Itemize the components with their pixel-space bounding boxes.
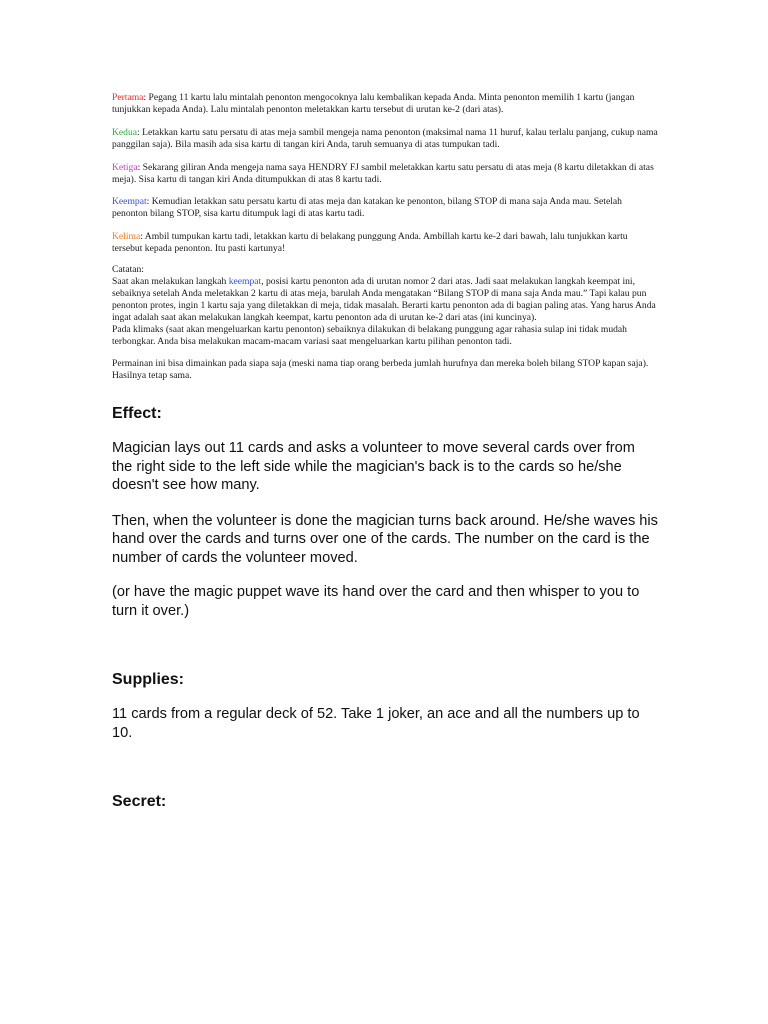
step-pertama [112, 92, 658, 116]
catatan-note [112, 264, 658, 347]
catatan-keyword: keempat [228, 275, 262, 287]
step-keempat [112, 196, 658, 220]
step-label: Kelima [112, 231, 141, 243]
secret-heading: Secret: [112, 793, 167, 811]
step-label: Pertama [112, 92, 144, 103]
effect-heading: Effect: [112, 405, 162, 423]
step-label: Kedua [112, 126, 138, 138]
step-text: : Sekarang giliran Anda mengeja nama saya HENDRY FJ sambil meletakkan kartu satu persatu di atas meja (8 kartu diletakkan di atas meja). Sisa kartu di tangan kiri Anda ditumpukkan di atas 8 kartu tadi. [112, 161, 654, 185]
supplies-heading: Supplies: [112, 671, 185, 689]
effect-paragraph-1: Magician lays out 11 cards and asks a volunteer to move several cards over from the right side to the left side while the magician's back is to the cards so he/she doesn't see how many. [112, 440, 635, 494]
step-ketiga [112, 162, 658, 186]
step-text: : Ambil tumpukan kartu tadi, letakkan kartu di belakang punggung Anda. Ambillah kartu ke-2 dari bawah, lalu tunjukkan kartu tersebut kepada penonton. Itu pasti kartunya! [112, 231, 628, 255]
effect-paragraph-2: Then, when the volunteer is done the magician turns back around. He/she waves his hand over the cards and turns over one of the cards. The number on the card is the number of cards the volunteer moved. [112, 512, 658, 566]
step-kedua [112, 127, 658, 151]
step-label: Ketiga [112, 161, 138, 173]
step-label: Keempat [112, 196, 147, 208]
step-text: : Letakkan kartu satu persatu di atas meja sambil mengeja nama penonton (maksimal nama 11 huruf, kalau terlalu panjang, cukup nama panggilan saja). Bila masih ada sisa kartu di tangan kiri Anda, taruh semuanya di atas tumpukan tadi. [112, 126, 658, 150]
catatan-title: Catatan: [112, 264, 144, 276]
step-text: : Kemudian letakkan satu persatu kartu di atas meja dan katakan ke penonton, bilang STOP di mana saja Anda mau. Setelah penonton bilang STOP, sisa kartu ditumpuk lagi di atas kartu tadi. [112, 196, 622, 220]
step-kelima [112, 231, 658, 255]
supplies-paragraph-1: 11 cards from a regular deck of 52. Take 1 joker, an ace and all the numbers up to 10. [112, 706, 640, 741]
catatan-intro: Saat akan melakukan langkah [112, 275, 229, 287]
step-text: : Pegang 11 kartu lalu mintalah penonton mengocoknya lalu kembalikan kepada Anda. Minta penonton memilih 1 kartu (jangan tunjukkan kepada Anda). Lalu mintalah penonton meletakkan kartu tersebut di urutan ke-2 (dari atas). [112, 92, 635, 115]
closing-paragraph: Permainan ini bisa dimainkan pada siapa saja (meski nama tiap orang berbeda jumlah hurufnya dan mereka boleh bilang STOP kapan saja). Hasilnya tetap sama. [112, 358, 649, 382]
catatan-rest: , posisi kartu penonton ada di urutan nomor 2 dari atas. Jadi saat melakukan langkah keempat ini, sebaiknya setelah Anda meletakkan 2 kartu di atas meja, barulah Anda mengatakan “Bilang STOP di mana saja Anda mau.” Tapi kalau pun penonton protes, ingin 1 kartu saja yang diletakkan di meja, tidak masalah. Berarti kartu penonton ada di bagian paling atas. Yang harus Anda ingat adalah saat akan melakukan langkah keempat, kartu penonton ada di urutan ke-2 dari atas (ini kuncinya). [112, 275, 656, 323]
document-page [112, 92, 658, 811]
catatan-climax: Pada klimaks (saat akan mengeluarkan kartu penonton) sebaiknya dilakukan di belakang punggung agar rahasia sulap ini tidak mudah terbongkar. Anda bisa melakukan macam-macam variasi saat mengeluarkan kartu pilihan penonton tadi. [112, 323, 627, 347]
indonesian-instructions [112, 92, 658, 382]
effect-paragraph-3: (or have the magic puppet wave its hand over the card and then whisper to you to turn it over.) [112, 584, 640, 619]
english-section [112, 405, 658, 811]
